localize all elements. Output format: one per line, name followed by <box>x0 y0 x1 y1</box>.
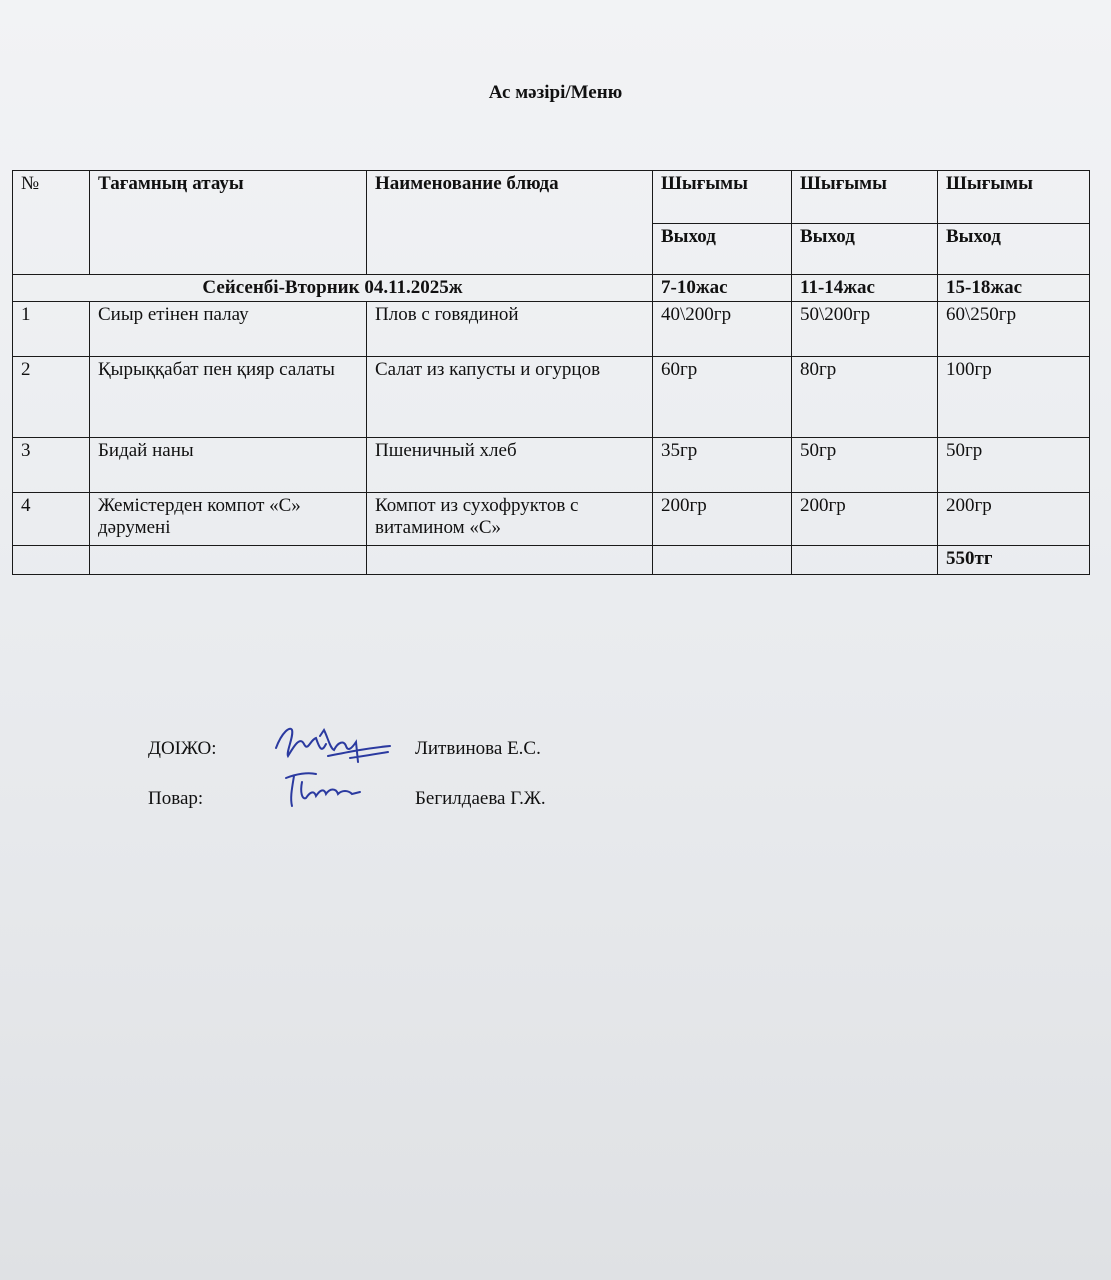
portion-11-14: 80гр <box>792 357 938 438</box>
dish-name-ru: Плов с говядиной <box>367 302 653 357</box>
day-row <box>13 275 1090 302</box>
portion-15-18: 50гр <box>938 438 1090 493</box>
age-group-1: 7-10жас <box>653 275 792 302</box>
empty-cell <box>792 546 938 575</box>
table-row <box>13 493 1090 546</box>
header-name-ru: Наименование блюда <box>367 171 653 275</box>
dish-name-kz: Бидай наны <box>90 438 367 493</box>
header-yield-ru-2: Выход <box>792 224 938 275</box>
table-row <box>13 357 1090 438</box>
portion-7-10: 200гр <box>653 493 792 546</box>
page-title: Ас мәзірі/Меню <box>488 82 623 103</box>
portion-7-10: 35гр <box>653 438 792 493</box>
header-name-kz: Тағамның атауы <box>90 171 367 275</box>
dish-name-kz: Сиыр етінен палау <box>90 302 367 357</box>
total-price: 550тг <box>938 546 1090 575</box>
signature-name-2: Бегилдаева Г.Ж. <box>415 788 546 809</box>
portion-15-18: 200гр <box>938 493 1090 546</box>
portion-11-14: 50гр <box>792 438 938 493</box>
header-yield-ru-1: Выход <box>653 224 792 275</box>
age-group-2: 11-14жас <box>792 275 938 302</box>
table-row <box>13 302 1090 357</box>
dish-name-ru: Компот из сухофруктов с витамином «С» <box>367 493 653 546</box>
portion-15-18: 60\250гр <box>938 302 1090 357</box>
dish-name-ru: Салат из капусты и огурцов <box>367 357 653 438</box>
header-yield-kz-2: Шығымы <box>792 171 938 224</box>
table-header-row <box>13 171 1090 224</box>
dish-name-ru: Пшеничный хлеб <box>367 438 653 493</box>
header-yield-kz-3: Шығымы <box>938 171 1090 224</box>
portion-7-10: 40\200гр <box>653 302 792 357</box>
signature-mark-2 <box>280 768 370 812</box>
row-num: 3 <box>13 438 90 493</box>
header-num: № <box>13 171 90 275</box>
signature-name-1: Литвинова Е.С. <box>415 738 541 759</box>
row-num: 4 <box>13 493 90 546</box>
total-row <box>13 546 1090 575</box>
portion-7-10: 60гр <box>653 357 792 438</box>
portion-11-14: 50\200гр <box>792 302 938 357</box>
empty-cell <box>90 546 367 575</box>
row-num: 2 <box>13 357 90 438</box>
age-group-3: 15-18жас <box>938 275 1090 302</box>
signature-role-1: ДОІЖО: <box>148 738 217 759</box>
signature-mark-1 <box>268 722 398 770</box>
table-row <box>13 438 1090 493</box>
header-yield-ru-3: Выход <box>938 224 1090 275</box>
empty-cell <box>653 546 792 575</box>
portion-15-18: 100гр <box>938 357 1090 438</box>
dish-name-kz: Жемістерден компот «С» дәрумені <box>90 493 367 546</box>
day-label: Сейсенбі-Вторник 04.11.2025ж <box>13 275 653 302</box>
row-num: 1 <box>13 302 90 357</box>
header-yield-kz-1: Шығымы <box>653 171 792 224</box>
empty-cell <box>13 546 90 575</box>
dish-name-kz: Қырыққабат пен қияр салаты <box>90 357 367 438</box>
menu-table <box>12 170 1090 575</box>
empty-cell <box>367 546 653 575</box>
portion-11-14: 200гр <box>792 493 938 546</box>
signature-role-2: Повар: <box>148 788 204 809</box>
